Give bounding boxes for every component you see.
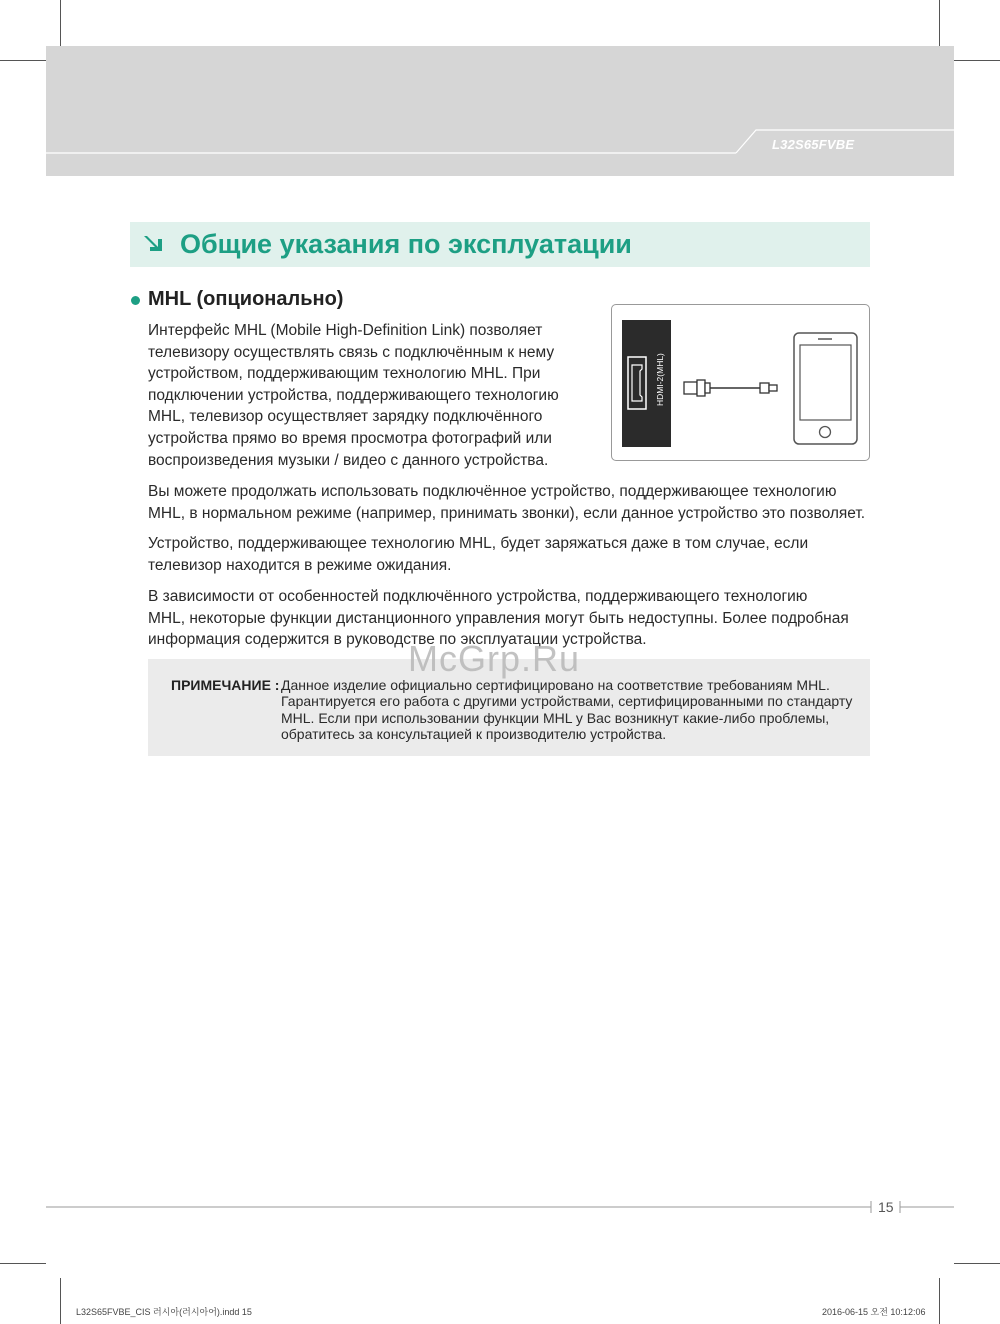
crop-mark: [939, 0, 940, 46]
text-line: Устройство, поддерживающее технологию MHL, будет заряжаться даже в том случае, если: [148, 535, 809, 552]
crop-mark: [60, 0, 61, 46]
header-line-decoration: [46, 46, 954, 176]
crop-mark: [954, 60, 1000, 61]
header-band: [46, 46, 954, 176]
note-line: Гарантируется его работа с другими устройствами, сертифицированными по стандарту: [281, 693, 853, 710]
footer-file-info: L32S65FVBE_CIS 러시아(러시아어).indd 15: [76, 1307, 252, 1317]
section-title: Общие указания по эксплуатации: [180, 229, 632, 259]
crop-mark: [0, 1263, 46, 1264]
model-name: L32S65FVBE: [772, 137, 855, 152]
note-text: [271, 677, 853, 743]
watermark: McGrp.Ru: [408, 638, 581, 679]
intro-paragraph: [148, 320, 598, 471]
crop-mark: [60, 1278, 61, 1324]
note-line: Данное изделие официально сертифицировано на соответствие требованиям MHL.: [281, 677, 830, 693]
mhl-connection-diagram: [611, 304, 870, 461]
note-line: MHL. Если при использовании функции MHL у Вас возникнут какие-либо проблемы,: [281, 709, 830, 726]
text-line: устройством, поддерживающим технологию MHL. При: [148, 365, 541, 383]
bullet-icon: [131, 296, 140, 305]
paragraph-normal-mode: [148, 481, 878, 524]
text-line: воспроизведения музыки / видео с данного устройства.: [148, 451, 549, 469]
arrow-down-right-icon: [142, 232, 166, 256]
crop-mark: [939, 1278, 940, 1324]
text-line: подключении устройства, поддерживающего технологию: [148, 386, 559, 404]
text-line: MHL, в нормальном режиме (например, принимать звонки), если данное устройство это позволяет.: [148, 504, 866, 522]
crop-mark: [0, 60, 46, 61]
mhl-cable-icon: [684, 380, 777, 396]
crop-mark: [954, 1263, 1000, 1264]
text-line: MHL, некоторые функции дистанционного управления могут быть недоступны. Более подробная: [148, 609, 849, 627]
text-line: устройства прямо во время просмотра фотографий или: [148, 429, 552, 447]
text-line: Вы можете продолжать использовать подключённое устройство, поддерживающее технологию: [148, 483, 837, 500]
subsection-title: MHL (опционально): [148, 288, 344, 310]
note-label: ПРИМЕЧАНИЕ :: [171, 677, 280, 693]
page-number-rule: [46, 1200, 954, 1214]
text-line: телевизор находится в режиме ожидания.: [148, 556, 452, 574]
smartphone-icon: [794, 333, 857, 444]
port-label: HDMI-2(MHL): [655, 353, 665, 406]
text-line: В зависимости от особенностей подключённого устройства, поддерживающего технологию: [148, 588, 808, 605]
text-line: MHL, телевизор осуществляет зарядку подключённого: [148, 408, 543, 426]
paragraph-standby-charging: [148, 533, 878, 576]
text-line: информация содержится в руководстве по эксплуатации устройства.: [148, 631, 647, 649]
footer-timestamp: 2016-06-15 오전 10:12:06: [822, 1307, 926, 1317]
text-line: Интерфейс MHL (Mobile High-Definition Link) позволяет: [148, 322, 543, 339]
note-line: обратитесь за консультацией к производителю устройства.: [281, 726, 667, 743]
page-number: 15: [878, 1199, 894, 1215]
text-line: телевизору осуществлять связь с подключённым к нему: [148, 343, 555, 361]
